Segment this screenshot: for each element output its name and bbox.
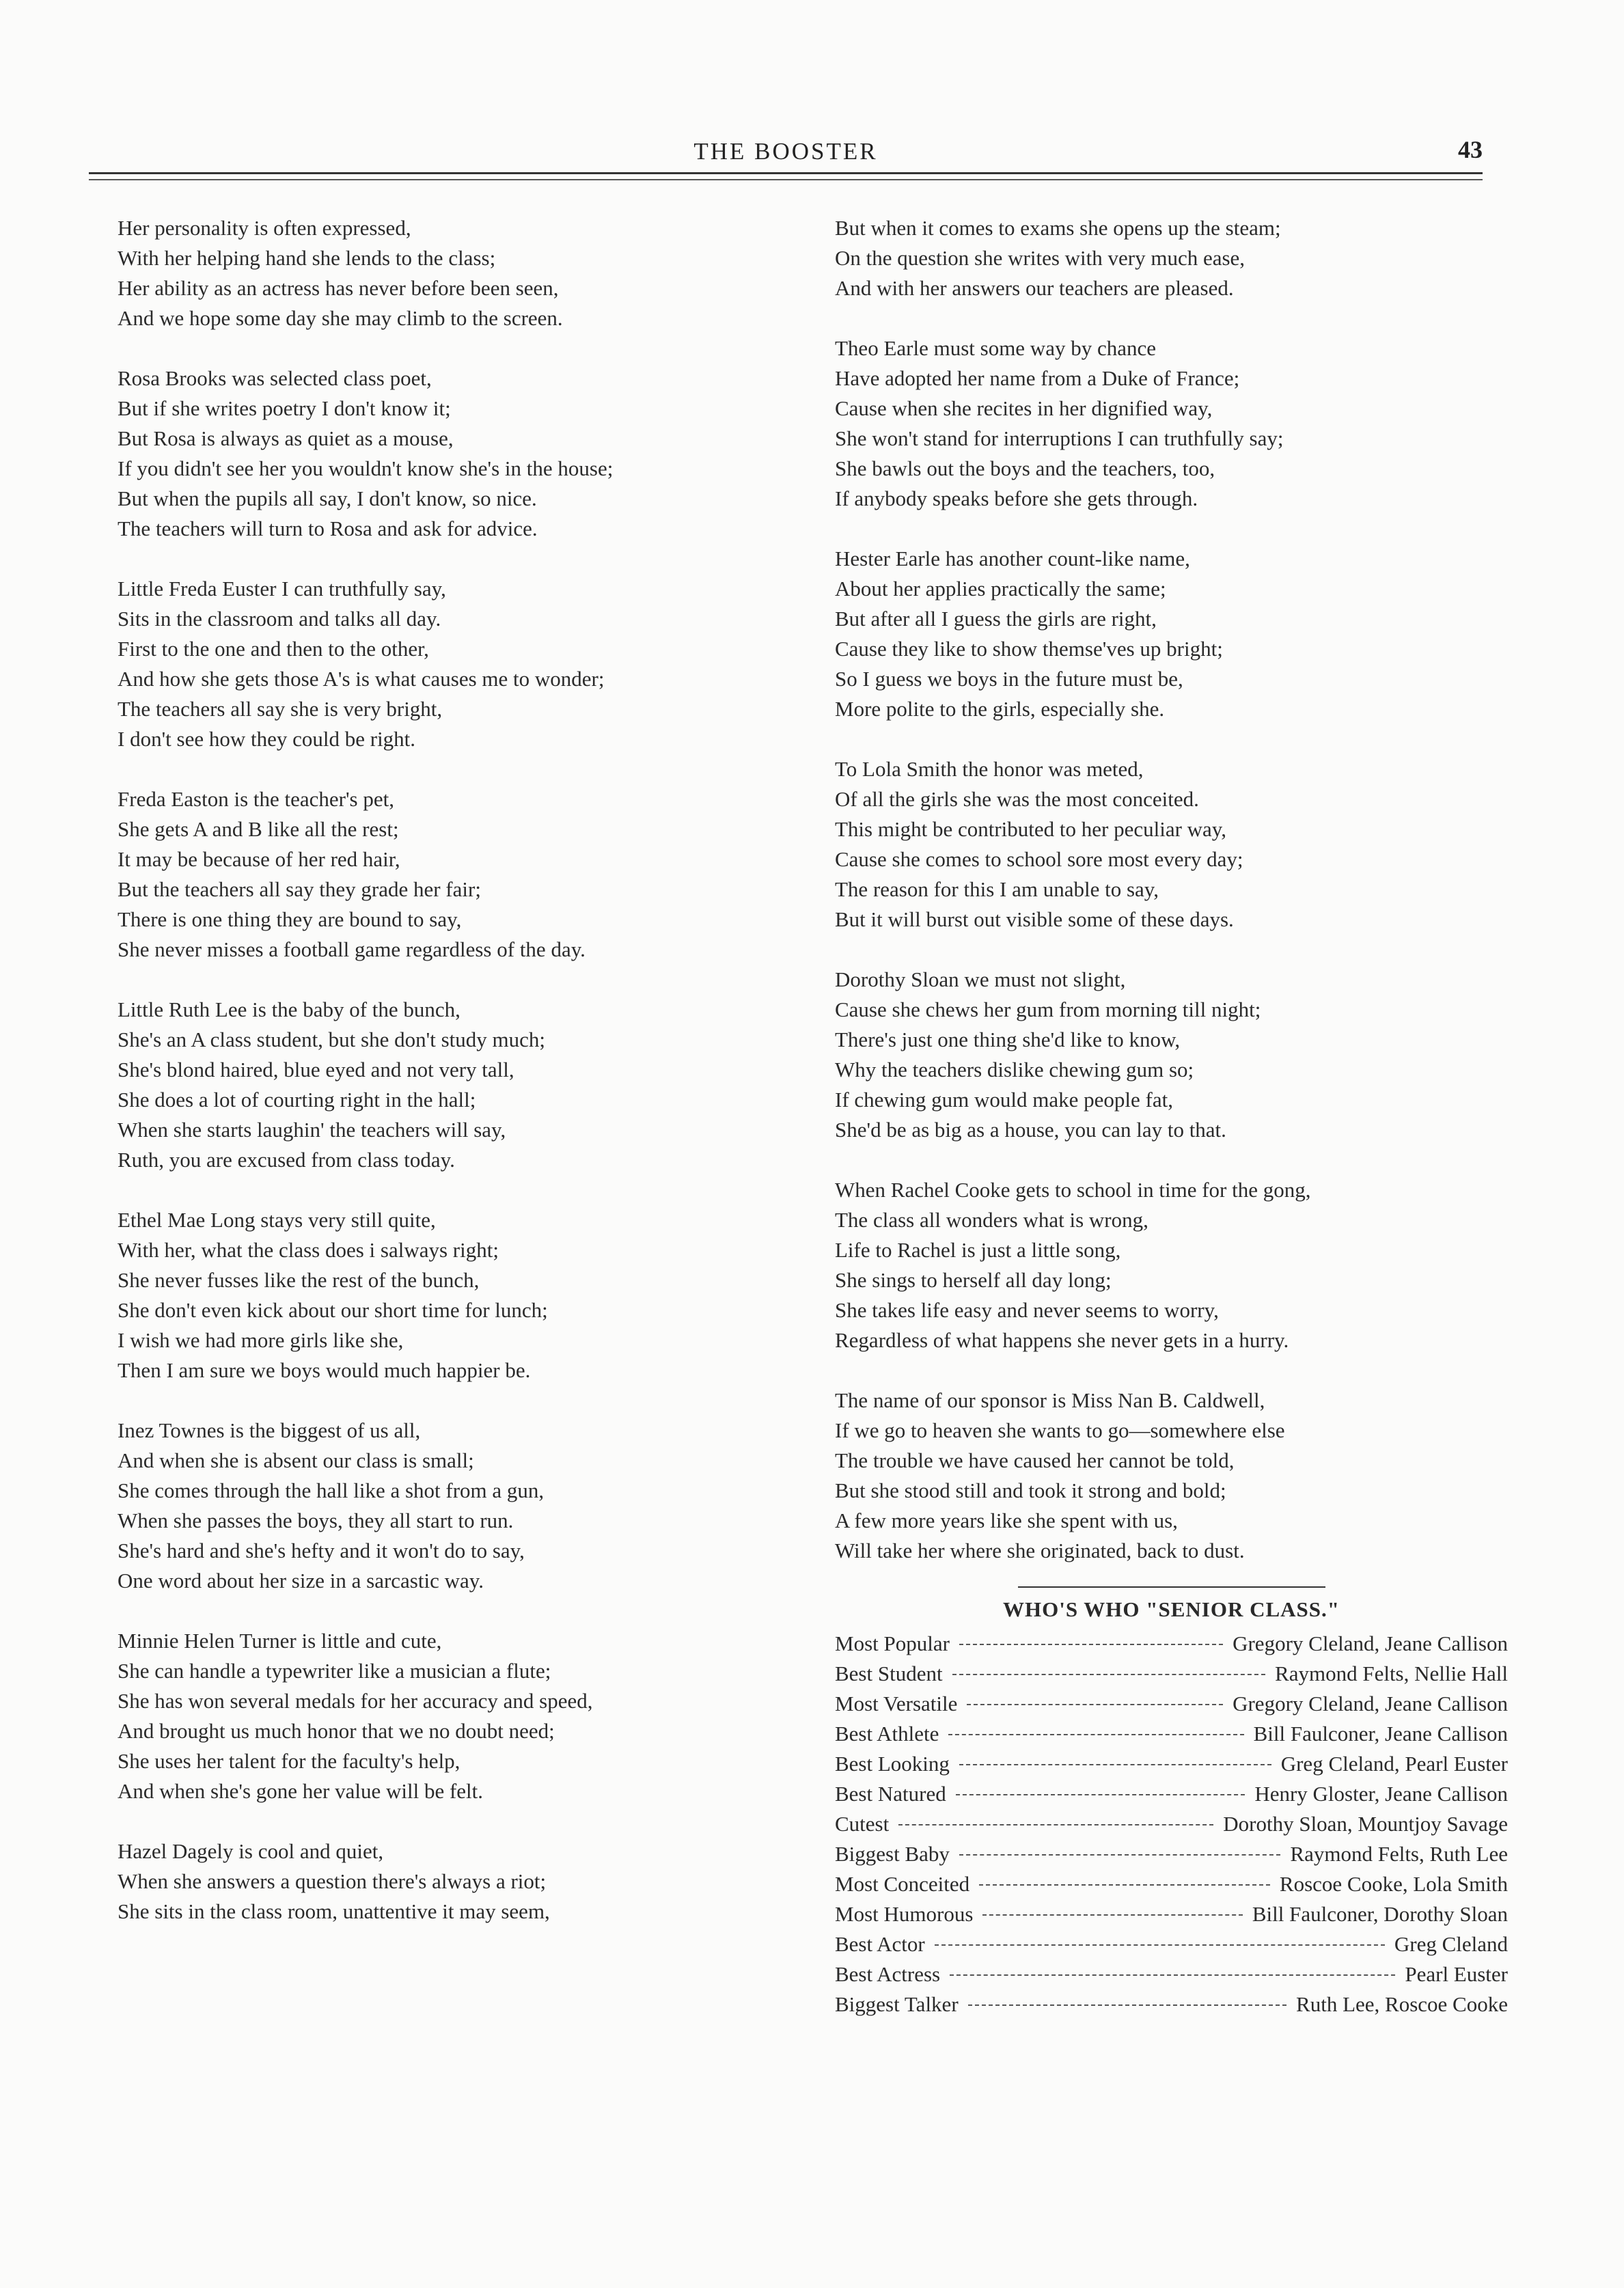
dotted-leader (982, 1914, 1242, 1916)
right-column-poem (835, 213, 1508, 1566)
poem-line: But she stood still and took it strong and bold; (835, 1478, 1226, 1502)
whos-who-names: Dorothy Sloan, Mountjoy Savage (1223, 1812, 1508, 1836)
poem-stanza (118, 1416, 780, 1596)
poem-line: There is one thing they are bound to say, (118, 907, 462, 931)
whos-who-row (835, 1779, 1508, 1809)
poem-line: The trouble we have caused her cannot be told, (835, 1448, 1235, 1472)
poem-line: Will take her where she originated, back to dust. (835, 1539, 1245, 1562)
poem-line: She takes life easy and never seems to worry, (835, 1298, 1219, 1322)
poem-line: Dorothy Sloan we must not slight, (835, 967, 1126, 991)
whos-who-category: Biggest Talker (835, 1992, 959, 2016)
whos-who-row (835, 1869, 1508, 1899)
whos-who-names: Pearl Euster (1405, 1962, 1508, 1986)
poem-line: She sings to herself all day long; (835, 1268, 1112, 1292)
poem-line: I wish we had more girls like she, (118, 1328, 404, 1352)
poem-line: She does a lot of courting right in the hall; (118, 1088, 476, 1112)
poem-line: Her personality is often expressed, (118, 216, 411, 240)
poem-line: She's blond haired, blue eyed and not very tall, (118, 1058, 514, 1081)
whos-who-names: Greg Cleland (1394, 1932, 1508, 1956)
whos-who-divider (1018, 1586, 1325, 1588)
whos-who-list (835, 1629, 1508, 2020)
poem-line: Ruth, you are excused from class today. (118, 1148, 455, 1172)
right-column (835, 213, 1508, 2020)
dotted-leader (968, 2004, 1286, 2006)
poem-line: Regardless of what happens she never gets in a hurry. (835, 1328, 1289, 1352)
poem-line: Inez Townes is the biggest of us all, (118, 1418, 421, 1442)
whos-who-names: Gregory Cleland, Jeane Callison (1233, 1631, 1508, 1655)
dotted-leader (959, 1854, 1280, 1856)
poem-line: She uses her talent for the faculty's help, (118, 1749, 460, 1773)
poem-line: And when she's gone her value will be felt. (118, 1779, 484, 1803)
poem-line: And brought us much honor that we no doubt need; (118, 1719, 555, 1743)
whos-who-row (835, 1689, 1508, 1719)
poem-line: One word about her size in a sarcastic way. (118, 1569, 484, 1593)
whos-who-row (835, 1929, 1508, 1959)
page-title: THE BOOSTER (693, 138, 878, 165)
poem-stanza (835, 333, 1508, 514)
poem-stanza (835, 1386, 1508, 1566)
poem-line: And we hope some day she may climb to the screen. (118, 306, 563, 330)
whos-who-names: Roscoe Cooke, Lola Smith (1279, 1872, 1508, 1896)
header-rule-top (89, 172, 1483, 174)
whos-who-names: Gregory Cleland, Jeane Callison (1233, 1692, 1508, 1715)
poem-stanza (118, 995, 780, 1175)
poem-line: But after all I guess the girls are right, (835, 607, 1157, 631)
poem-line: Hazel Dagely is cool and quiet, (118, 1839, 384, 1863)
poem-line: But when the pupils all say, I don't know, so nice. (118, 486, 537, 510)
dotted-leader (950, 1974, 1395, 1976)
poem-line: When Rachel Cooke gets to school in time for the gong, (835, 1178, 1311, 1202)
whos-who-names: Henry Gloster, Jeane Callison (1254, 1782, 1508, 1806)
poem-line: First to the one and then to the other, (118, 637, 429, 661)
dotted-leader (959, 1764, 1271, 1765)
whos-who-names: Raymond Felts, Ruth Lee (1290, 1842, 1508, 1866)
poem-line: Then I am sure we boys would much happier be. (118, 1358, 531, 1382)
poem-line: If chewing gum would make people fat, (835, 1088, 1173, 1112)
poem-line: But it will burst out visible some of these days. (835, 907, 1234, 931)
whos-who-names: Greg Cleland, Pearl Euster (1280, 1752, 1508, 1776)
page-number: 43 (1458, 136, 1483, 163)
poem-line: Why the teachers dislike chewing gum so; (835, 1058, 1194, 1081)
poem-line: She gets A and B like all the rest; (118, 817, 399, 841)
poem-line: Ethel Mae Long stays very still quite, (118, 1208, 436, 1232)
poem-stanza (835, 213, 1508, 303)
whos-who-row (835, 1749, 1508, 1779)
whos-who-row (835, 1629, 1508, 1659)
poem-line: To Lola Smith the honor was meted, (835, 757, 1144, 781)
poem-line: She has won several medals for her accuracy and speed, (118, 1689, 593, 1713)
poem-stanza (835, 754, 1508, 935)
header-rule-bottom (89, 179, 1483, 180)
poem-line: A few more years like she spent with us, (835, 1508, 1178, 1532)
poem-line: But Rosa is always as quiet as a mouse, (118, 426, 454, 450)
dotted-leader (952, 1674, 1265, 1675)
poem-line: More polite to the girls, especially she. (835, 697, 1165, 721)
whos-who-category: Most Versatile (835, 1692, 958, 1715)
poem-line: Cause when she recites in her dignified way, (835, 396, 1213, 420)
poem-line: I don't see how they could be right. (118, 727, 416, 751)
poem-stanza (835, 1175, 1508, 1355)
whos-who-row (835, 1809, 1508, 1839)
poem-line: And when she is absent our class is small; (118, 1448, 474, 1472)
dotted-leader (948, 1734, 1243, 1735)
poem-line: She'd be as big as a house, you can lay to that. (835, 1118, 1226, 1142)
poem-stanza (118, 1205, 780, 1386)
poem-line: But the teachers all say they grade her fair; (118, 877, 481, 901)
poem-line: Have adopted her name from a Duke of France; (835, 366, 1240, 390)
whos-who-names: Bill Faulconer, Jeane Callison (1253, 1722, 1508, 1746)
poem-line: Little Freda Euster I can truthfully say, (118, 577, 446, 601)
dotted-leader (956, 1794, 1245, 1795)
poem-line: Minnie Helen Turner is little and cute, (118, 1629, 442, 1653)
poem-line: Her ability as an actress has never before been seen, (118, 276, 559, 300)
poem-line: She never fusses like the rest of the bunch, (118, 1268, 480, 1292)
poem-line: Cause she comes to school sore most every day; (835, 847, 1243, 871)
poem-line: She sits in the class room, unattentive it may seem, (118, 1899, 550, 1923)
poem-line: Freda Easton is the teacher's pet, (118, 787, 394, 811)
poem-line: About her applies practically the same; (835, 577, 1166, 601)
poem-line: It may be because of her red hair, (118, 847, 400, 871)
whos-who-row (835, 1959, 1508, 1989)
poem-stanza (118, 574, 780, 754)
poem-line: And with her answers our teachers are pleased. (835, 276, 1234, 300)
whos-who-category: Best Student (835, 1662, 943, 1685)
poem-line: She don't even kick about our short time for lunch; (118, 1298, 548, 1322)
whos-who-category: Cutest (835, 1812, 890, 1836)
poem-line: And how she gets those A's is what causes me to wonder; (118, 667, 605, 691)
poem-line: The reason for this I am unable to say, (835, 877, 1159, 901)
poem-line: With her helping hand she lends to the class; (118, 246, 496, 270)
poem-line: Sits in the classroom and talks all day. (118, 607, 441, 631)
poem-line: She comes through the hall like a shot from a gun, (118, 1478, 545, 1502)
poem-line: Cause she chews her gum from morning till night; (835, 997, 1261, 1021)
whos-who-names: Bill Faulconer, Dorothy Sloan (1252, 1902, 1508, 1926)
poem-line: So I guess we boys in the future must be, (835, 667, 1183, 691)
dotted-leader (959, 1644, 1223, 1645)
poem-line: Little Ruth Lee is the baby of the bunch, (118, 997, 460, 1021)
whos-who-category: Most Conceited (835, 1872, 970, 1896)
whos-who-row (835, 1839, 1508, 1869)
poem-stanza (835, 965, 1508, 1145)
poem-line: But when it comes to exams she opens up the steam; (835, 216, 1281, 240)
poem-line: The class all wonders what is wrong, (835, 1208, 1148, 1232)
left-column (118, 213, 780, 1957)
whos-who-category: Best Natured (835, 1782, 946, 1806)
poem-line: Cause they like to show themse'ves up bright; (835, 637, 1223, 661)
whos-who-row (835, 1659, 1508, 1689)
whos-who-category: Most Humorous (835, 1902, 974, 1926)
poem-line: She won't stand for interruptions I can truthfully say; (835, 426, 1284, 450)
whos-who-names: Ruth Lee, Roscoe Cooke (1296, 1992, 1508, 2016)
poem-line: She never misses a football game regardless of the day. (118, 937, 586, 961)
poem-stanza (835, 544, 1508, 724)
poem-line: This might be contributed to her peculiar way, (835, 817, 1227, 841)
poem-line: If we go to heaven she wants to go—somewhere else (835, 1418, 1285, 1442)
dotted-leader (979, 1884, 1270, 1886)
whos-who-row (835, 1989, 1508, 2020)
whos-who-category: Best Athlete (835, 1722, 939, 1746)
whos-who-category: Best Actress (835, 1962, 941, 1986)
poem-line: When she starts laughin' the teachers will say, (118, 1118, 506, 1142)
poem-line: When she passes the boys, they all start to run. (118, 1508, 514, 1532)
poem-line: She can handle a typewriter like a musician a flute; (118, 1659, 551, 1683)
poem-line: But if she writes poetry I don't know it; (118, 396, 451, 420)
poem-line: The teachers will turn to Rosa and ask for advice. (118, 516, 538, 540)
whos-who-names: Raymond Felts, Nellie Hall (1275, 1662, 1508, 1685)
poem-line: She's hard and she's hefty and it won't do to say, (118, 1539, 525, 1562)
poem-line: There's just one thing she'd like to know, (835, 1028, 1181, 1051)
whos-who-category: Best Actor (835, 1932, 925, 1956)
whos-who-title: WHO'S WHO "SENIOR CLASS." (1003, 1597, 1340, 1621)
dotted-leader (898, 1824, 1213, 1825)
poem-line: When she answers a question there's always a riot; (118, 1869, 547, 1893)
poem-stanza (118, 213, 780, 333)
poem-line: Theo Earle must some way by chance (835, 336, 1156, 360)
whos-who-row (835, 1899, 1508, 1929)
poem-stanza (118, 1626, 780, 1806)
poem-line: The teachers all say she is very bright, (118, 697, 443, 721)
poem-stanza (118, 1836, 780, 1927)
poem-line: Rosa Brooks was selected class poet, (118, 366, 432, 390)
poem-line: On the question she writes with very much ease, (835, 246, 1245, 270)
poem-line: The name of our sponsor is Miss Nan B. Caldwell, (835, 1388, 1265, 1412)
dotted-leader (935, 1944, 1385, 1946)
poem-line: She's an A class student, but she don't study much; (118, 1028, 545, 1051)
poem-line: If you didn't see her you wouldn't know she's in the house; (118, 456, 614, 480)
poem-line: With her, what the class does i salways right; (118, 1238, 499, 1262)
poem-line: She bawls out the boys and the teachers, too, (835, 456, 1215, 480)
dotted-leader (967, 1704, 1223, 1705)
whos-who-category: Most Popular (835, 1631, 950, 1655)
poem-line: Of all the girls she was the most conceited. (835, 787, 1199, 811)
poem-line: Hester Earle has another count-like name, (835, 547, 1190, 570)
whos-who-category: Best Looking (835, 1752, 950, 1776)
poem-stanza (118, 363, 780, 544)
whos-who-row (835, 1719, 1508, 1749)
poem-line: Life to Rachel is just a little song, (835, 1238, 1121, 1262)
whos-who-category: Biggest Baby (835, 1842, 950, 1866)
poem-stanza (118, 784, 780, 965)
page-header (89, 135, 1483, 169)
poem-line: If anybody speaks before she gets through. (835, 486, 1198, 510)
